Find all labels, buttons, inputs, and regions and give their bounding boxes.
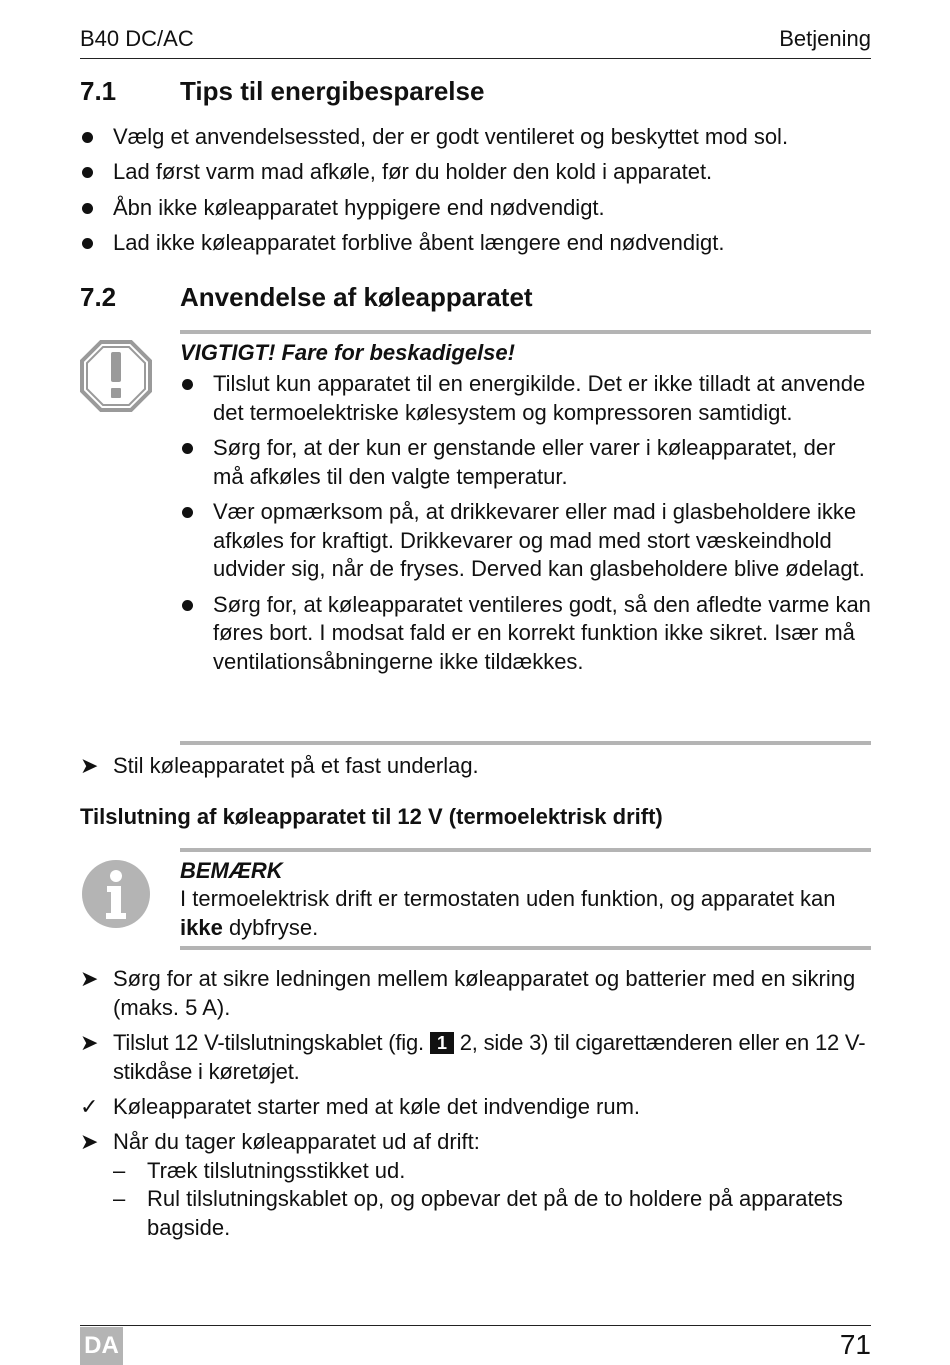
header-chapter: Betjening [779,26,871,51]
note-box [180,848,871,950]
list-item: Vær opmærksom på, at drikkevarer eller mad i glasbeholdere ikke afkøles for kraftigt. Drikkevarer og mad med stort væskeindhold udvider sig, når de fryses. Derved kan glasbeholdere blive ødelagt. [180,498,871,584]
section-number: 7.2 [80,282,117,312]
energy-tips-list [80,124,788,265]
substep: – Rul tilslutningskablet op, og opbevar det på de to holdere på apparatets bagside. [113,1186,843,1240]
section-7-1-heading [80,76,484,107]
list-item: Vælg et anvendelsessted, der er godt ventileret og beskyttet mod sol. [80,124,788,150]
arrow-icon: ➤ [80,966,99,991]
bullet-icon [182,443,193,454]
footer-rule [80,1325,871,1326]
header-product: B40 DC/AC [80,26,194,51]
bullet-icon [182,600,193,611]
arrow-icon: ➤ [80,1030,99,1055]
page-number: 71 [839,1329,871,1360]
list-item: Åbn ikke køleapparatet hyppigere end nødvendigt. [80,195,788,221]
step-shutdown: ➤ Når du tager køleapparatet ud af drift: – Træk tilslutningsstikket ud. – Rul tilslutningskablet op, og opbevar det på de to holdere på apparatets bagside. [80,1128,871,1242]
warning-octagon-icon [80,340,152,412]
figure-reference: 1 [430,1032,454,1054]
section-title: Tips til energibesparelse [180,76,485,106]
bullet-icon [82,238,93,249]
list-item: Sørg for, at køleapparatet ventileres godt, så den afledte varme kan føres bort. I modsat fald er en korrekt funktion ikke sikret. Især må ventilationsåbningerne ikke tildækkes. [180,591,871,677]
language-badge: DA [80,1327,123,1365]
warning-list [180,370,871,676]
arrow-icon: ➤ [80,1129,99,1154]
warning-box [180,330,871,745]
note-text: I termoelektrisk drift er termostaten uden funktion, og apparatet kan ikke dybfryse. [180,886,836,940]
substep: – Træk tilslutningsstikket ud. [113,1157,406,1183]
bullet-icon [182,379,193,390]
check-icon: ✓ [80,1094,99,1119]
info-icon [81,859,151,929]
bullet-icon [82,167,93,178]
step-placement: ➤ Stil køleapparatet på et fast underlag. [80,752,871,781]
note-title: BEMÆRK [180,858,283,883]
result-line: ✓ Køleapparatet starter med at køle det indvendige rum. [80,1093,871,1122]
list-item: Lad først varm mad afkøle, før du holder den kold i apparatet. [80,159,788,185]
connection-heading: Tilslutning af køleapparatet til 12 V (termoelektrisk drift) [80,804,663,829]
list-item: Lad ikke køleapparatet forblive åbent længere end nødvendigt. [80,230,788,256]
section-title: Anvendelse af køleapparatet [180,282,533,312]
step-connect: ➤ Tilslut 12 V-tilslutningskablet (fig. 1 2, side 3) til cigarettænderen eller en 12 V-stikdåse i køretøjet. [80,1030,866,1084]
bullet-icon [182,507,193,518]
list-item: Tilslut kun apparatet til en energikilde. Det er ikke tilladt at anvende det termoelektriske kølesystem og kompressoren samtidigt. [180,370,871,427]
warning-title: VIGTIGT! Fare for beskadigelse! [180,340,515,365]
bullet-icon [82,132,93,143]
arrow-icon: ➤ [80,753,99,778]
step-fuse: ➤ Sørg for at sikre ledningen mellem køleapparatet og batterier med en sikring (maks. 5 A). [80,966,856,1020]
page-header [80,26,871,59]
bullet-icon [82,203,93,214]
list-item: Sørg for, at der kun er genstande eller varer i køleapparatet, der må afkøles til den valgte temperatur. [180,434,871,491]
section-number: 7.1 [80,76,117,106]
section-7-2-heading [80,282,533,313]
